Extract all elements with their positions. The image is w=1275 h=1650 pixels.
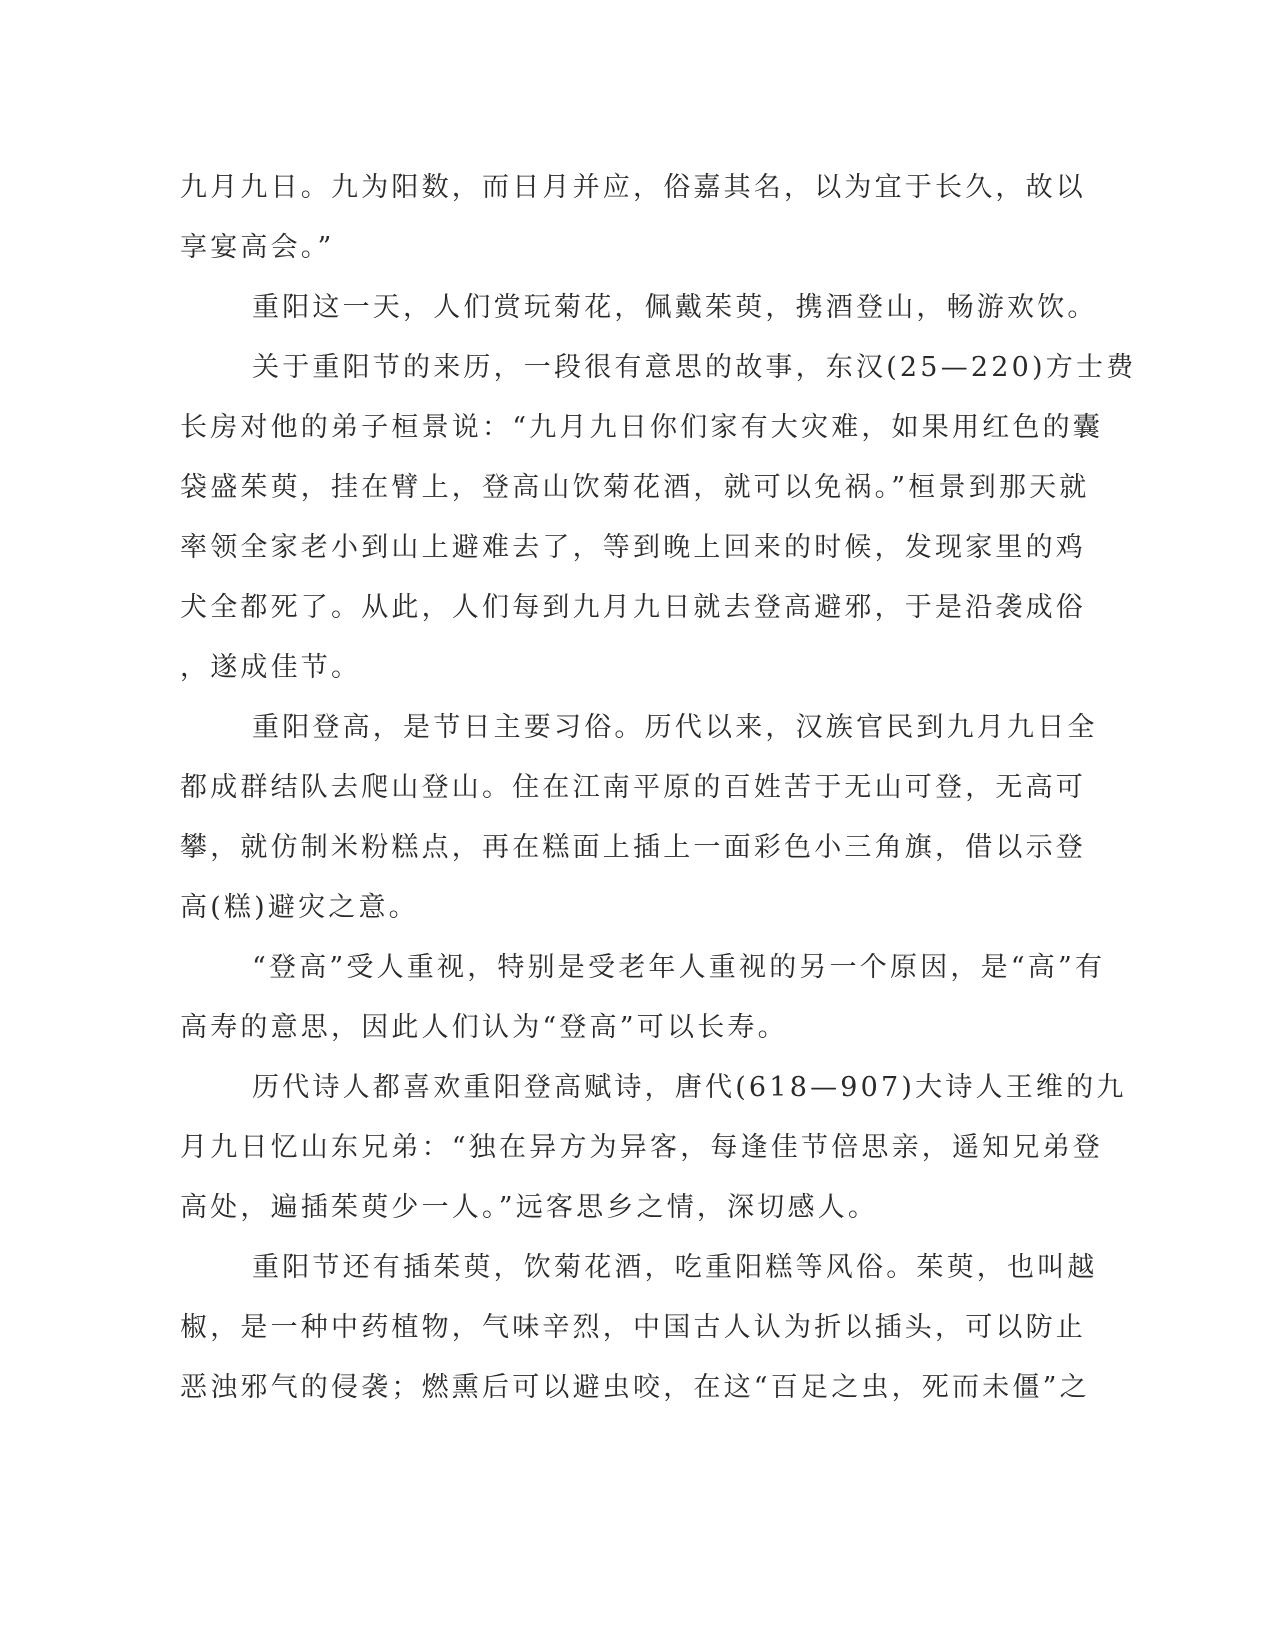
- text-line: “登高”受人重视，特别是受老年人重视的另一个原因，是“高”有: [252, 952, 1106, 983]
- text-line: 高寿的意思，因此人们认为“登高”可以长寿。: [180, 1012, 788, 1043]
- text-line: 犬全都死了。从此，人们每到九月九日就去登高避邪，于是沿袭成俗: [180, 592, 1086, 623]
- paragraph-zhuyu: [180, 1238, 1098, 1418]
- text-line: 长房对他的弟子桓景说：“九月九日你们家有大灾难，如果用红色的囊: [180, 412, 1104, 443]
- text-line: 历代诗人都喜欢重阳登高赋诗，唐代(618—907)大诗人王维的九: [252, 1072, 1127, 1103]
- paragraph-longevity: [180, 938, 1106, 1058]
- paragraph-climbing: [180, 698, 1098, 938]
- text-line: ，遂成佳节。: [180, 652, 362, 683]
- document-body: [180, 158, 1137, 1418]
- text-line: 月九日忆山东兄弟：“独在异方为异客，每逢佳节倍思亲，遥知兄弟登: [180, 1132, 1104, 1163]
- text-line: 高(糕)避灾之意。: [180, 892, 419, 923]
- paragraph-customs: [180, 278, 1098, 338]
- paragraph-poetry: [180, 1058, 1127, 1238]
- text-line: 重阳这一天，人们赏玩菊花，佩戴茱萸，携酒登山，畅游欢饮。: [252, 292, 1098, 323]
- text-line: 率领全家老小到山上避难去了，等到晚上回来的时候，发现家里的鸡: [180, 532, 1086, 563]
- text-line: 高处，遍插茱萸少一人。”远客思乡之情，深切感人。: [180, 1192, 879, 1223]
- text-line: 享宴高会。”: [180, 232, 335, 263]
- text-line: 椒，是一种中药植物，气味辛烈，中国古人认为折以插头，可以防止: [180, 1312, 1086, 1343]
- paragraph-legend: [180, 338, 1137, 698]
- text-line: 重阳节还有插茱萸，饮菊花酒，吃重阳糕等风俗。茱萸，也叫越: [252, 1252, 1098, 1283]
- text-line: 恶浊邪气的侵袭；燃熏后可以避虫咬，在这“百足之虫，死而未僵”之: [180, 1372, 1090, 1403]
- text-line: 攀，就仿制米粉糕点，再在糕面上插上一面彩色小三角旗，借以示登: [180, 832, 1086, 863]
- text-line: 袋盛茱萸，挂在臂上，登高山饮菊花酒，就可以免祸。”桓景到那天就: [180, 472, 1090, 503]
- text-line: 都成群结队去爬山登山。住在江南平原的百姓苦于无山可登，无高可: [180, 772, 1086, 803]
- text-line: 关于重阳节的来历，一段很有意思的故事，东汉(25—220)方士费: [252, 352, 1137, 383]
- paragraph-origin-quote: [180, 158, 1086, 278]
- text-line: 重阳登高，是节日主要习俗。历代以来，汉族官民到九月九日全: [252, 712, 1098, 743]
- text-line: 九月九日。九为阳数，而日月并应，俗嘉其名，以为宜于长久，故以: [180, 172, 1086, 203]
